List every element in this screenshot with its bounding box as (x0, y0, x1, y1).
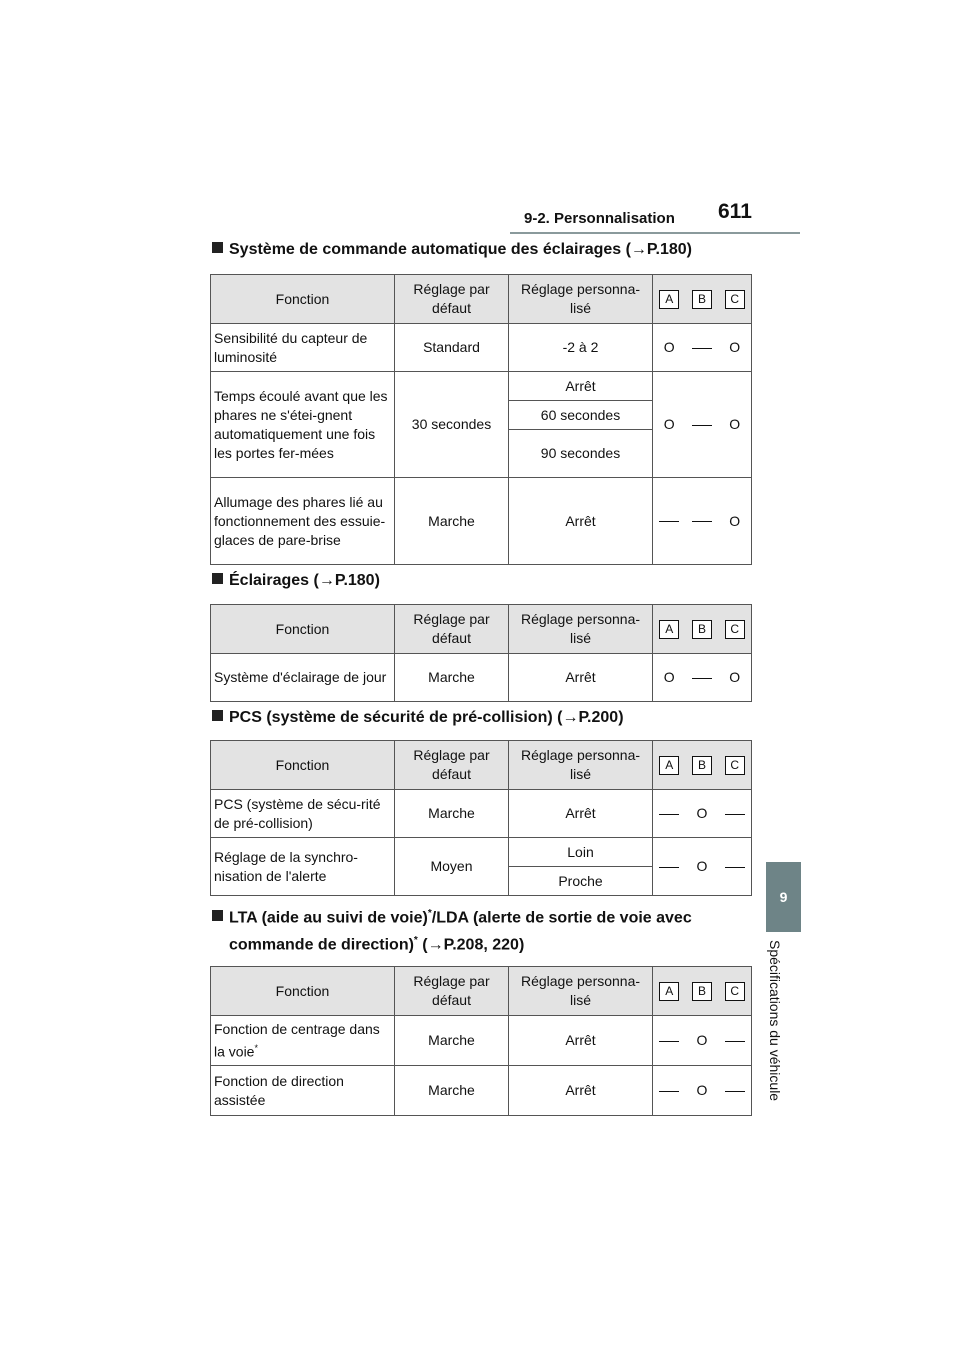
col-header-b (686, 605, 719, 654)
col-header-perso: Réglage personna-lisé (509, 741, 653, 790)
col-header-c (719, 741, 752, 790)
settings-table-2 (210, 604, 752, 702)
cell-a (653, 1066, 686, 1116)
cell-a (653, 790, 686, 838)
cell-perso: Proche (509, 867, 653, 896)
cell-perso: 60 secondes (509, 401, 653, 430)
cell-b (686, 324, 719, 372)
cell-fonction: Temps écoulé avant que les phares ne s'étei-gnent automatiquement une fois les portes fer-mées (211, 372, 395, 478)
col-header-fonction: Fonction (211, 605, 395, 654)
chapter-tab: 9 (766, 862, 801, 932)
dash-icon (659, 521, 679, 522)
cell-b: O (686, 790, 719, 838)
cell-perso: Arrêt (509, 478, 653, 565)
header-rule (510, 232, 800, 234)
col-header-b (686, 967, 719, 1016)
col-header-c (719, 967, 752, 1016)
cell-b: O (686, 838, 719, 896)
col-header-c (719, 605, 752, 654)
footnote-mark: * (427, 908, 432, 919)
cell-fonction: Réglage de la synchro-nisation de l'alerte (211, 838, 395, 896)
col-header-fonction: Fonction (211, 275, 395, 324)
square-bullet-icon (212, 573, 223, 584)
cell-c: O (719, 478, 752, 565)
square-bullet-icon (212, 710, 223, 721)
dash-icon (692, 521, 712, 522)
cell-defaut: Moyen (395, 838, 509, 896)
cell-a (653, 478, 686, 565)
cell-fonction: Allumage des phares lié au fonctionnement des essuie-glaces de pare-brise (211, 478, 395, 565)
key-b-icon: B (692, 756, 712, 775)
page-number: 611 (718, 200, 752, 223)
square-bullet-icon (212, 242, 223, 253)
key-b-icon: B (692, 982, 712, 1001)
dash-icon (725, 1041, 745, 1042)
dash-icon (692, 425, 712, 426)
col-header-fonction: Fonction (211, 967, 395, 1016)
cell-fonction: PCS (système de sécu-rité de pré-collision) (211, 790, 395, 838)
col-header-b (686, 275, 719, 324)
cell-b: O (686, 1066, 719, 1116)
table-row (211, 838, 752, 867)
col-header-a (653, 967, 686, 1016)
cell-a (653, 838, 686, 896)
cell-a: O (653, 654, 686, 702)
key-b-icon: B (692, 290, 712, 309)
cell-a (653, 1016, 686, 1066)
key-c-icon: C (725, 982, 745, 1001)
table-row (211, 324, 752, 372)
cell-c (719, 1016, 752, 1066)
cell-perso: 90 secondes (509, 430, 653, 478)
key-c-icon: C (725, 290, 745, 309)
cell-b (686, 478, 719, 565)
cell-defaut: Marche (395, 478, 509, 565)
col-header-fonction: Fonction (211, 741, 395, 790)
col-header-a (653, 605, 686, 654)
cell-b (686, 654, 719, 702)
key-a-icon: A (659, 620, 679, 639)
chapter-label: Spécifications du véhicule (767, 940, 783, 1102)
cell-defaut: Marche (395, 1066, 509, 1116)
section-header: 9-2. Personnalisation (524, 210, 675, 227)
cell-perso: Arrêt (509, 654, 653, 702)
col-header-defaut: Réglage par défaut (395, 967, 509, 1016)
footnote-mark: * (254, 1042, 258, 1053)
key-b-icon: B (692, 620, 712, 639)
cell-c (719, 790, 752, 838)
cell-b (686, 372, 719, 478)
table-row (211, 790, 752, 838)
dash-icon (725, 814, 745, 815)
cell-defaut: Standard (395, 324, 509, 372)
key-c-icon: C (725, 620, 745, 639)
key-a-icon: A (659, 982, 679, 1001)
col-header-b (686, 741, 719, 790)
col-header-defaut: Réglage par défaut (395, 275, 509, 324)
section-title-3: PCS (système de sécurité de pré-collision) (→P.200) (212, 709, 624, 727)
table-row (211, 1016, 752, 1066)
cell-c: O (719, 324, 752, 372)
cell-perso: Arrêt (509, 1066, 653, 1116)
key-c-icon: C (725, 756, 745, 775)
section-title-2: Éclairages (→P.180) (212, 572, 380, 590)
table-row (211, 372, 752, 401)
section-title-4: LTA (aide au suivi de voie)*/LDA (alerte de sortie de voie avec commande de direction)* (→P.208, 220) (212, 908, 692, 955)
col-header-perso: Réglage personna-lisé (509, 275, 653, 324)
table-header-row (211, 741, 752, 790)
col-header-c (719, 275, 752, 324)
cell-fonction: Fonction de centrage dans la voie* (211, 1016, 395, 1066)
col-header-perso: Réglage personna-lisé (509, 967, 653, 1016)
table-row (211, 1066, 752, 1116)
dash-icon (659, 1041, 679, 1042)
col-header-defaut: Réglage par défaut (395, 605, 509, 654)
cell-perso: -2 à 2 (509, 324, 653, 372)
table-header-row (211, 967, 752, 1016)
table-row (211, 654, 752, 702)
cell-perso: Arrêt (509, 372, 653, 401)
square-bullet-icon (212, 910, 223, 921)
settings-table-1 (210, 274, 752, 565)
col-header-defaut: Réglage par défaut (395, 741, 509, 790)
dash-icon (725, 867, 745, 868)
dash-icon (692, 678, 712, 679)
cell-defaut: 30 secondes (395, 372, 509, 478)
cell-fonction: Système d'éclairage de jour (211, 654, 395, 702)
cell-perso: Arrêt (509, 1016, 653, 1066)
table-row (211, 478, 752, 565)
section-title-4-line2: commande de direction)* (→P.208, 220) (229, 935, 525, 954)
settings-table-3 (210, 740, 752, 896)
col-header-a (653, 275, 686, 324)
cell-defaut: Marche (395, 790, 509, 838)
settings-table-4 (210, 966, 752, 1116)
cell-a: O (653, 324, 686, 372)
cell-c: O (719, 372, 752, 478)
footnote-mark: * (413, 935, 418, 947)
cell-b: O (686, 1016, 719, 1066)
dash-icon (659, 1091, 679, 1092)
cell-c (719, 838, 752, 896)
cell-perso: Loin (509, 838, 653, 867)
col-header-a (653, 741, 686, 790)
table-header-row (211, 275, 752, 324)
col-header-perso: Réglage personna-lisé (509, 605, 653, 654)
cell-c (719, 1066, 752, 1116)
dash-icon (659, 814, 679, 815)
key-a-icon: A (659, 756, 679, 775)
dash-icon (725, 1091, 745, 1092)
cell-defaut: Marche (395, 1016, 509, 1066)
table-header-row (211, 605, 752, 654)
cell-perso: Arrêt (509, 790, 653, 838)
cell-fonction: Sensibilité du capteur de luminosité (211, 324, 395, 372)
section-title-1: Système de commande automatique des éclairages (→P.180) (212, 241, 692, 259)
key-a-icon: A (659, 290, 679, 309)
cell-defaut: Marche (395, 654, 509, 702)
cell-a: O (653, 372, 686, 478)
cell-c: O (719, 654, 752, 702)
dash-icon (659, 867, 679, 868)
cell-fonction: Fonction de direction assistée (211, 1066, 395, 1116)
dash-icon (692, 348, 712, 349)
